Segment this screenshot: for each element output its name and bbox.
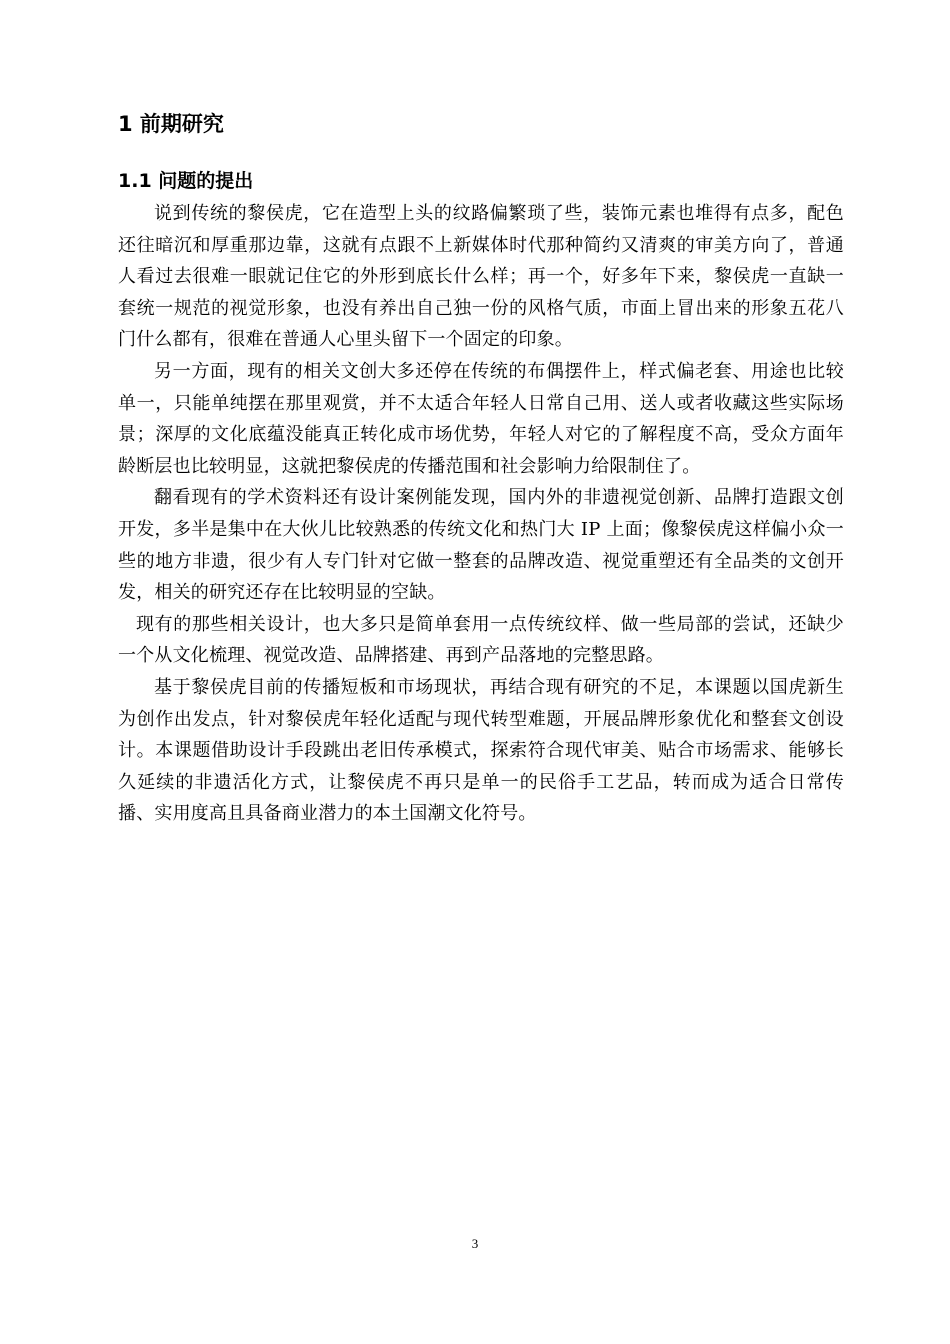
page-content (118, 108, 844, 830)
body-paragraph-5: 基于黎侯虎目前的传播短板和市场现状，再结合现有研究的不足，本课题以国虎新生为创作出发点，针对黎侯虎年轻化适配与现代转型难题，开展品牌形象优化和整套文创设计。本课题借助设计手段跳出老旧传承模式，探索符合现代审美、贴合市场需求、能够长久延续的非遗活化方式，让黎侯虎不再只是单一的民俗手工艺品，转而成为适合日常传播、实用度高且具备商业潜力的本土国潮文化符号。 (118, 676, 844, 825)
chapter-heading: 1 前期研究 (118, 112, 224, 136)
body-paragraph-4: 现有的那些相关设计，也大多只是简单套用一点传统纹样、做一些局部的尝试，还缺少一个从文化梳理、视觉改造、品牌搭建、再到产品落地的完整思路。 (118, 613, 844, 667)
section-heading: 1.1 问题的提出 (118, 170, 254, 192)
body-paragraph-3: 翻看现有的学术资料还有设计案例能发现，国内外的非遗视觉创新、品牌打造跟文创开发，多半是集中在大伙儿比较熟悉的传统文化和热门大 IP 上面；像黎侯虎这样偏小众一些的地方非遗，很少有人专门针对它做一整套的品牌改造、视觉重塑还有全品类的文创开发，相关的研究还存在比较明显的空缺。 (118, 487, 844, 604)
body-paragraph-1: 说到传统的黎侯虎，它在造型上头的纹路偏繁琐了些，装饰元素也堆得有点多，配色还往暗沉和厚重那边靠，这就有点跟不上新媒体时代那种简约又清爽的审美方向了，普通人看过去很难一眼就记住它的外形到底长什么样；再一个，好多年下来，黎侯虎一直缺一套统一规范的视觉形象，也没有养出自己独一份的风格气质，市面上冒出来的形象五花八门什么都有，很难在普通人心里头留下一个固定的印象。 (118, 203, 844, 351)
page-number: 3 (471, 1236, 479, 1251)
body-paragraph-2: 另一方面，现有的相关文创大多还停在传统的布偶摆件上，样式偏老套、用途也比较单一，只能单纯摆在那里观赏，并不太适合年轻人日常自己用、送人或者收藏这些实际场景；深厚的文化底蕴没能真正转化成市场优势，年轻人对它的了解程度不高，受众方面年龄断层也比较明显，这就把黎侯虎的传播范围和社会影响力给限制住了。 (118, 360, 844, 477)
